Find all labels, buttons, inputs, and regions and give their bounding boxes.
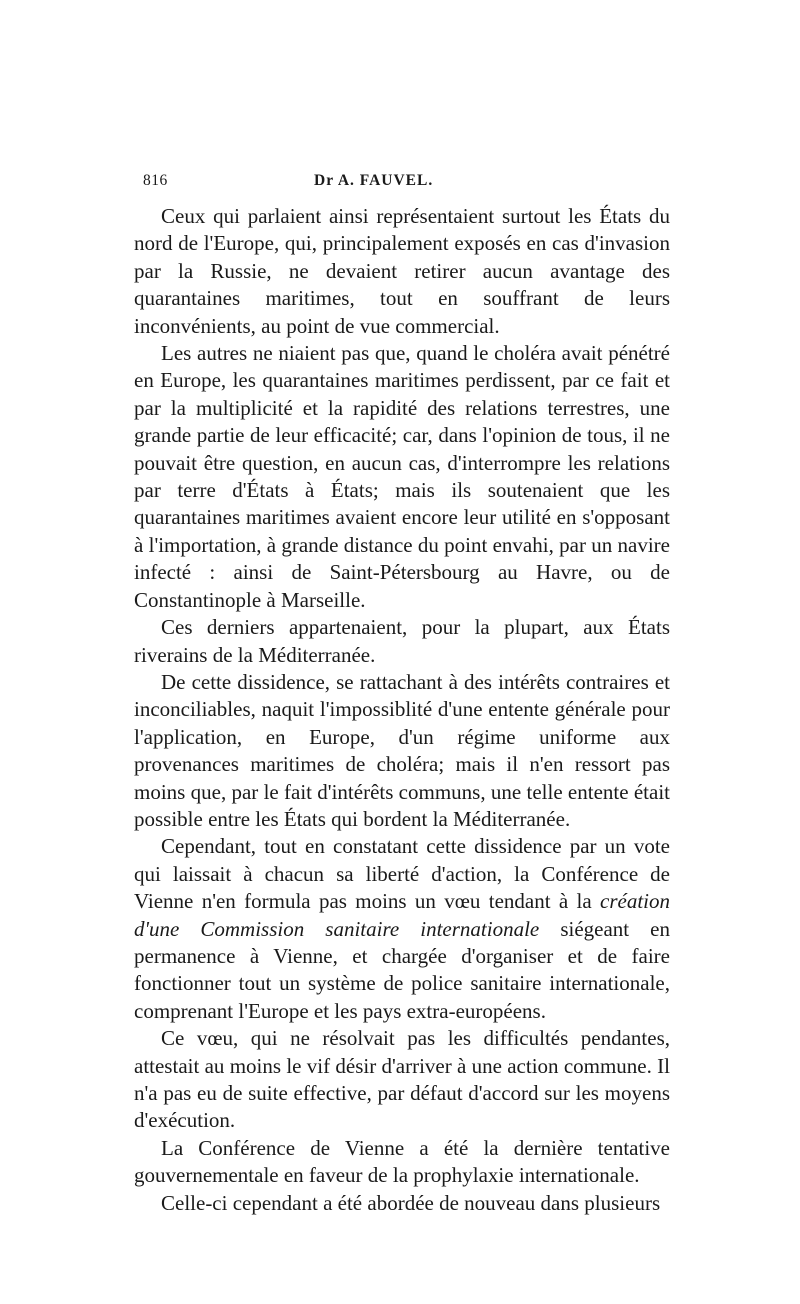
running-title: Dr A. FAUVEL.	[314, 172, 434, 189]
body-text	[134, 203, 670, 1217]
paragraph-5-italic-phrase: création d'une Commission sanitaire internationale	[134, 889, 670, 941]
paragraph-3: Ces derniers appartenaient, pour la plupart, aux États riverains de la Méditerranée.	[134, 615, 670, 667]
paragraph-1: Ceux qui parlaient ainsi représentaient surtout les États du nord de l'Europe, qui, principalement exposés en cas d'invasion par la Russie, ne devaient retirer aucun avantage des quarantaines maritimes, tout en souffrant de leurs inconvénients, au point de vue commercial.	[134, 204, 670, 338]
page-number: 816	[143, 172, 168, 189]
paragraph-2: Les autres ne niaient pas que, quand le choléra avait pénétré en Europe, les quarantaines maritimes perdissent, par ce fait et par la multiplicité et la rapidité des relations terrestres, une grande partie de leur efficacité; car, dans l'opinion de tous, il ne pouvait être question, en aucun cas, d'interrompre les relations par terre d'États à États; mais ils soutenaient que les quarantaines maritimes avaient encore leur utilité en s'opposant à l'importation, à grande distance du point envahi, par un navire infecté : ainsi de Saint-Pétersbourg au Havre, ou de Constantinople à Marseille.	[134, 341, 670, 612]
paragraph-7: La Conférence de Vienne a été la dernière tentative gouvernementale en faveur de la prophylaxie internationale.	[134, 1135, 670, 1188]
paragraph-4: De cette dissidence, se rattachant à des intérêts contraires et inconciliables, naquit l'impossiblité d'une entente générale pour l'application, en Europe, d'un régime uniforme aux provenances maritimes de choléra; mais il n'en ressort pas moins que, par le fait d'intérêts communs, une telle entente était possible entre les États qui bordent la Méditerranée.	[134, 669, 670, 831]
paragraph-8: Celle-ci cependant a été abordée de nouveau dans plusieurs	[161, 1190, 661, 1215]
running-head	[143, 172, 665, 198]
paragraph-5	[134, 833, 670, 1025]
paragraph-5-text-a: Cependant, tout en constatant cette dissidence par un vote qui laissait à chacun sa liberté d'action, la Conférence de Vienne n'en formula pas moins un vœu tendant à la	[134, 834, 670, 914]
paragraph-6: Ce vœu, qui ne résolvait pas les difficultés pendantes, attestait au moins le vif désir d'arriver à une action commune. Il n'a pas eu de suite effective, par défaut d'accord sur les moyens d'exécution.	[134, 1026, 670, 1133]
paragraph-5-text-c: siégeant en permanence à Vienne, et chargée d'organiser et de faire fonctionner tout un système de police sanitaire internationale, comprenant l'Europe et les pays extra-européens.	[134, 916, 671, 1023]
